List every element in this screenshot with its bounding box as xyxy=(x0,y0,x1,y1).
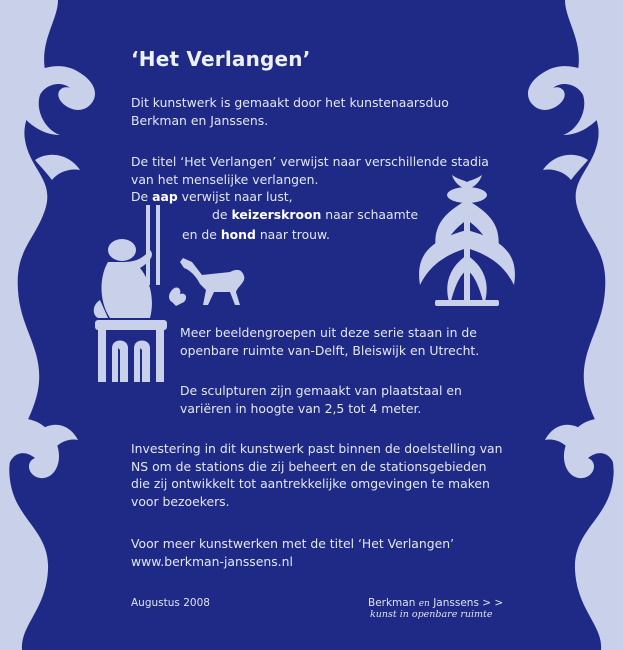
left-fleur-ornament-bottom-icon xyxy=(4,418,78,478)
hond-line: en de hond naar trouw. xyxy=(182,227,330,242)
sign-title: ‘Het Verlangen’ xyxy=(131,47,311,71)
dog-silhouette-icon xyxy=(169,258,244,306)
brand-tagline: kunst in openbare ruimte xyxy=(370,609,493,620)
stool-icon xyxy=(95,320,167,382)
material-paragraph: De sculpturen zijn gemaakt van plaatstaal en variëren in hoogte van 2,5 tot 4 meter. xyxy=(180,383,462,416)
investment-paragraph: Investering in dit kunstwerk past binnen de doelstelling van NS om de stations die zij beheert en de stationsgebieden die zij ontwikkelt tot aantrekkelijke omgevingen te maken voor bezoekers. xyxy=(131,441,503,509)
aap-line: De aap verwijst naar lust, xyxy=(131,189,293,204)
intro-paragraph: Dit kunstwerk is gemaakt door het kunstenaarsduo Berkman en Janssens. xyxy=(131,95,449,128)
title-explanation-paragraph: De titel ‘Het Verlangen’ verwijst naar verschillende stadia van het menselijke verlangen. xyxy=(131,154,489,187)
website-link: www.berkman-janssens.nl xyxy=(131,553,293,569)
crown-imperial-flower-icon xyxy=(419,175,515,306)
brand-name: Berkman en Janssens > > xyxy=(368,597,504,609)
date-label: Augustus 2008 xyxy=(131,597,210,609)
keizerskroon-line: de keizerskroon naar schaamte xyxy=(212,207,419,222)
monkey-silhouette-icon xyxy=(94,205,160,318)
right-fleur-ornament-bottom-icon xyxy=(545,418,619,478)
series-paragraph: Meer beeldengroepen uit deze serie staan in de openbare ruimte van-Delft, Bleiswijk en Utrecht. xyxy=(180,325,480,358)
more-info-paragraph: Voor meer kunstwerken met de titel ‘Het Verlangen’ www.berkman-janssens.nl xyxy=(131,536,455,569)
